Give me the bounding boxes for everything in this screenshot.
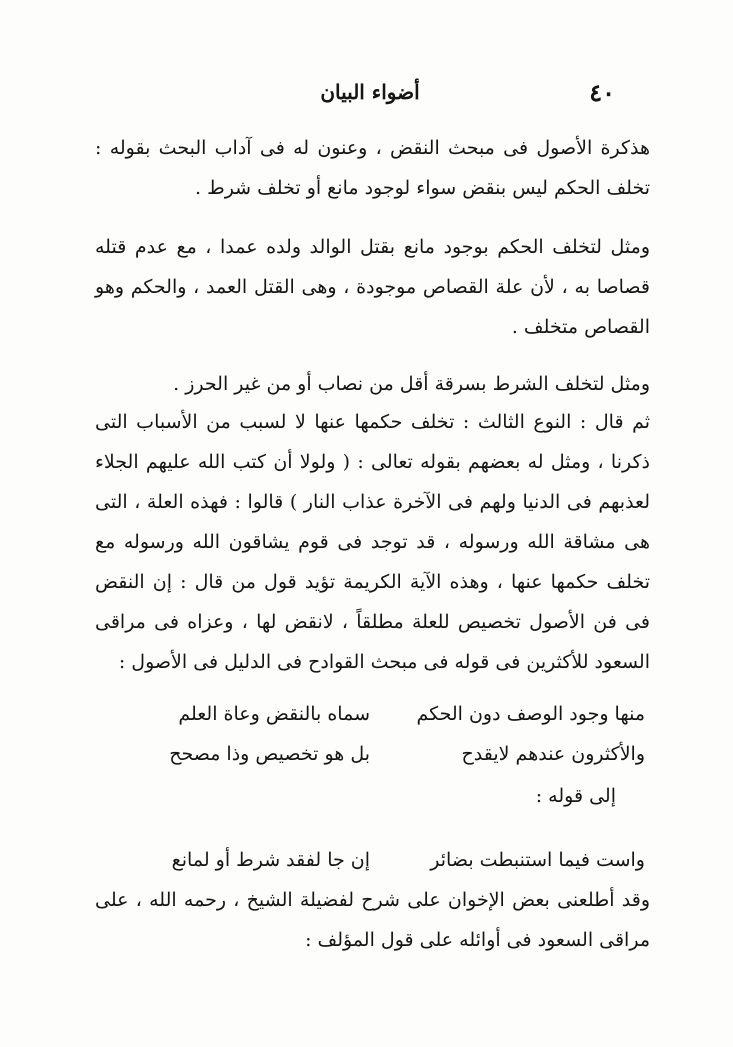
verse-line	[115, 694, 645, 734]
verse-second-hemistich: إن جا لفقد شرط أو لمانع	[171, 849, 370, 871]
paragraph-2: ومثل لتخلف الحكم بوجود مانع بقتل الوالد ولده عمدا ، مع عدم قتله قصاصا به ، لأن علة القصاص موجودة ، وهى القتل العمد ، والحكم وهو القصاص متخلف .	[95, 236, 650, 338]
page-header	[0, 78, 733, 114]
verse-first-hemistich: والأكثرون عندهم لايقدح	[461, 743, 645, 765]
paragraph-5: وقد أطلعنى بعض الإخوان على شرح لفضيلة الشيخ ، رحمه الله ، على مراقى السعود فى أوائله على قول المؤلف :	[95, 889, 650, 951]
verse-connector: إلى قوله :	[535, 785, 616, 807]
running-title: أضواء البيان	[320, 80, 420, 104]
page-number: ٤٠	[589, 78, 615, 107]
verse-line	[115, 840, 645, 880]
verse-second-hemistich: سماه بالنقض وعاة العلم	[178, 703, 370, 725]
verse-line	[115, 734, 645, 774]
paragraph-3: ومثل لتخلف الشرط بسرقة أقل من نصاب أو من غير الحرز .	[173, 373, 650, 395]
verse-first-hemistich: واست فيما استنبطت بضائر	[430, 849, 645, 871]
paragraph-1: هذكرة الأصول فى مبحث النقض ، وعنون له فى آداب البحث بقوله : تخلف الحكم ليس بنقض سواء لوجود مانع أو تخلف شرط .	[95, 137, 650, 199]
verse-first-hemistich: منها وجود الوصف دون الحكم	[416, 703, 645, 725]
verse-second-hemistich: بل هو تخصيص وذا مصحح	[169, 743, 370, 765]
paragraph-4: ثم قال : النوع الثالث : تخلف حكمها عنها لا لسبب من الأسباب التى ذكرنا ، ومثل له بعضهم بقوله تعالى : ( ولولا أن كتب الله عليهم الجلاء لعذبهم فى الدنيا ولهم فى الآخرة عذاب النار ) قالوا : فهذه العلة ، التى هى مشاقة الله ورسوله ، قد توجد فى قوم يشاقون الله ورسوله مع تخلف حكمها عنها ، وهذه الآية الكريمة تؤيد قول من قال : إن النقض فى فن الأصول تخصيص للعلة مطلقاً ، لانقض لها ، وعزاه فى مراقى السعود للأكثرين فى قوله فى مبحث القوادح فى الدليل فى الأصول :	[95, 411, 650, 673]
